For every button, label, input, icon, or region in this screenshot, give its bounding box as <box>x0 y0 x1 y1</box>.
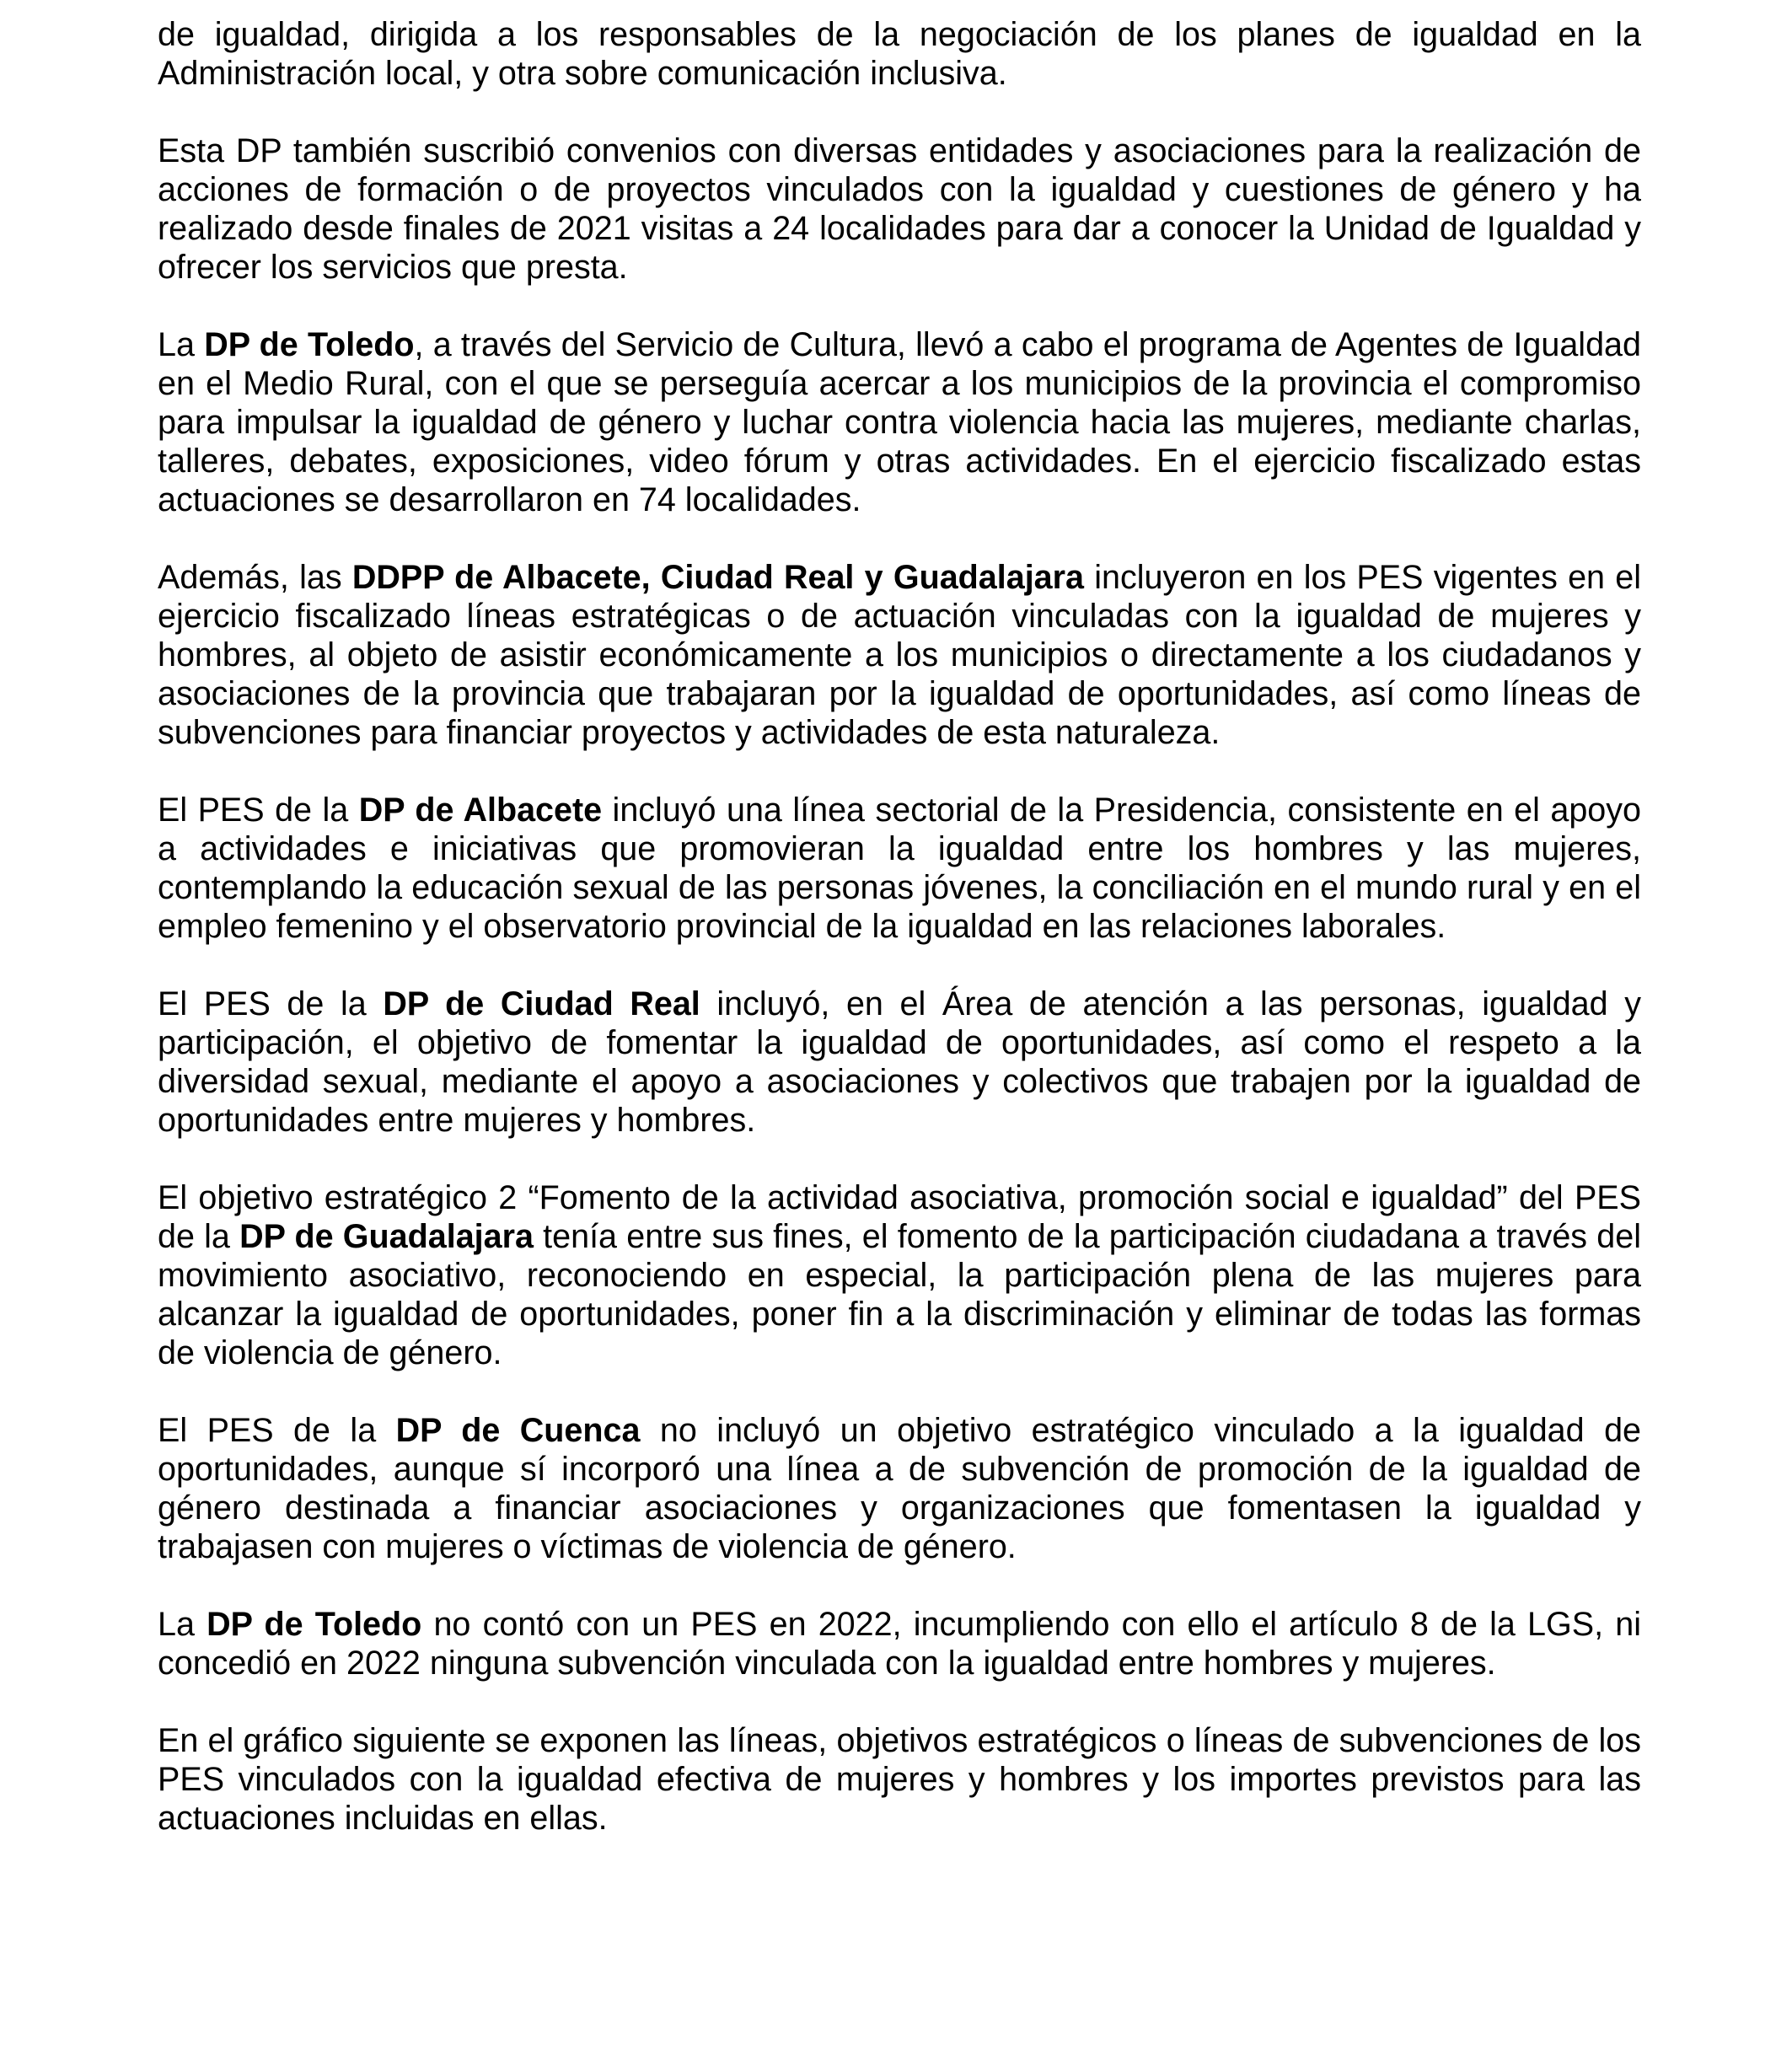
bold-entity-dp-toledo: DP de Toledo <box>207 1606 422 1643</box>
paragraph-text: El PES de la <box>158 792 359 829</box>
paragraph-4 <box>158 558 1641 752</box>
paragraph-text: incluyó una línea sectorial de la Presidencia, consistente en el apoyo a actividades e iniciativas que promovieran la igualdad entre los hombres y las mujeres, contemplando la educación sexual de las personas jóvenes, la conciliación en el mundo rural y en el empleo femenino y el observatorio provincial de la igualdad en las relaciones laborales. <box>158 792 1641 945</box>
paragraph-3 <box>158 325 1641 519</box>
paragraph-1 <box>158 15 1641 93</box>
document-body <box>158 15 1641 1876</box>
bold-entity-dp-albacete: DP de Albacete <box>358 792 603 829</box>
paragraph-text: El objetivo estratégico 2 “Fomento de la actividad asociativa, promoción social e igualdad” del PES de la <box>158 1179 1641 1255</box>
paragraph-text: La <box>158 326 205 363</box>
paragraph-text: El PES de la <box>158 1412 396 1449</box>
paragraph-text: incluyeron en los PES vigentes en el ejercicio fiscalizado líneas estratégicas o de actuación vinculadas con la igualdad de mujeres y hombres, al objeto de asistir económicamente a los municipios o directamente a los ciudadanos y asociaciones de la provincia que trabajaran por la igualdad de oportunidades, así como líneas de subvenciones para financiar proyectos y actividades de esta naturaleza. <box>158 559 1641 751</box>
bold-entity-dp-ciudad-real: DP de Ciudad Real <box>383 985 700 1022</box>
paragraph-2 <box>158 131 1641 287</box>
paragraph-text: tenía entre sus fines, el fomento de la participación ciudadana a través del movimiento asociativo, reconociendo en especial, la participación plena de las mujeres para alcanzar la igualdad de oportunidades, poner fin a la discriminación y eliminar de todas las formas de violencia de género. <box>158 1218 1641 1371</box>
paragraph-8 <box>158 1411 1641 1566</box>
paragraph-text: En el gráfico siguiente se exponen las líneas, objetivos estratégicos o líneas de subvenciones de los PES vinculados con la igualdad efectiva de mujeres y hombres y los importes previstos para las actuaciones incluidas en ellas. <box>158 1722 1641 1837</box>
bold-entity-dp-toledo: DP de Toledo <box>204 326 415 363</box>
paragraph-text: incluyó, en el Área de atención a las personas, igualdad y participación, el objetivo de fomentar la igualdad de oportunidades, así como el respeto a la diversidad sexual, mediante el apoyo a asociaciones y colectivos que trabajen por la igualdad de oportunidades entre mujeres y hombres. <box>158 985 1641 1139</box>
paragraph-text: Esta DP también suscribió convenios con diversas entidades y asociaciones para la realización de acciones de formación o de proyectos vinculados con la igualdad y cuestiones de género y ha realizado desde finales de 2021 visitas a 24 localidades para dar a conocer la Unidad de Igualdad y ofrecer los servicios que presta. <box>158 132 1641 286</box>
paragraph-text: El PES de la <box>158 985 384 1022</box>
paragraph-6 <box>158 985 1641 1140</box>
paragraph-9 <box>158 1605 1641 1682</box>
paragraph-5 <box>158 791 1641 946</box>
paragraph-text: , a través del Servicio de Cultura, llevó a cabo el programa de Agentes de Igualdad en el Medio Rural, con el que se perseguía acercar a los municipios de la provincia el compromiso para impulsar la igualdad de género y luchar contra violencia hacia las mujeres, mediante charlas, talleres, debates, exposiciones, video fórum y otras actividades. En el ejercicio fiscalizado estas actuaciones se desarrollaron en 74 localidades. <box>158 326 1641 518</box>
paragraph-text: La <box>158 1606 207 1643</box>
bold-entity-dp-cuenca: DP de Cuenca <box>395 1412 641 1449</box>
paragraph-text: no incluyó un objetivo estratégico vinculado a la igualdad de oportunidades, aunque sí incorporó una línea a de subvención de promoción de la igualdad de género destinada a financiar asociaciones y organizaciones que fomentasen la igualdad y trabajasen con mujeres o víctimas de violencia de género. <box>158 1412 1642 1565</box>
paragraph-10 <box>158 1721 1641 1838</box>
bold-entity-ddpp: DDPP de Albacete, Ciudad Real y Guadalajara <box>351 559 1084 596</box>
paragraph-text: de igualdad, dirigida a los responsables de la negociación de los planes de igualdad en la Administración local, y otra sobre comunicación inclusiva. <box>158 16 1641 92</box>
paragraph-text: Además, las <box>158 559 352 596</box>
paragraph-text: no contó con un PES en 2022, incumpliendo con ello el artículo 8 de la LGS, ni concedió en 2022 ninguna subvención vinculada con la igualdad entre hombres y mujeres. <box>158 1606 1641 1682</box>
paragraph-7 <box>158 1178 1641 1372</box>
bold-entity-dp-guadalajara: DP de Guadalajara <box>239 1218 534 1255</box>
